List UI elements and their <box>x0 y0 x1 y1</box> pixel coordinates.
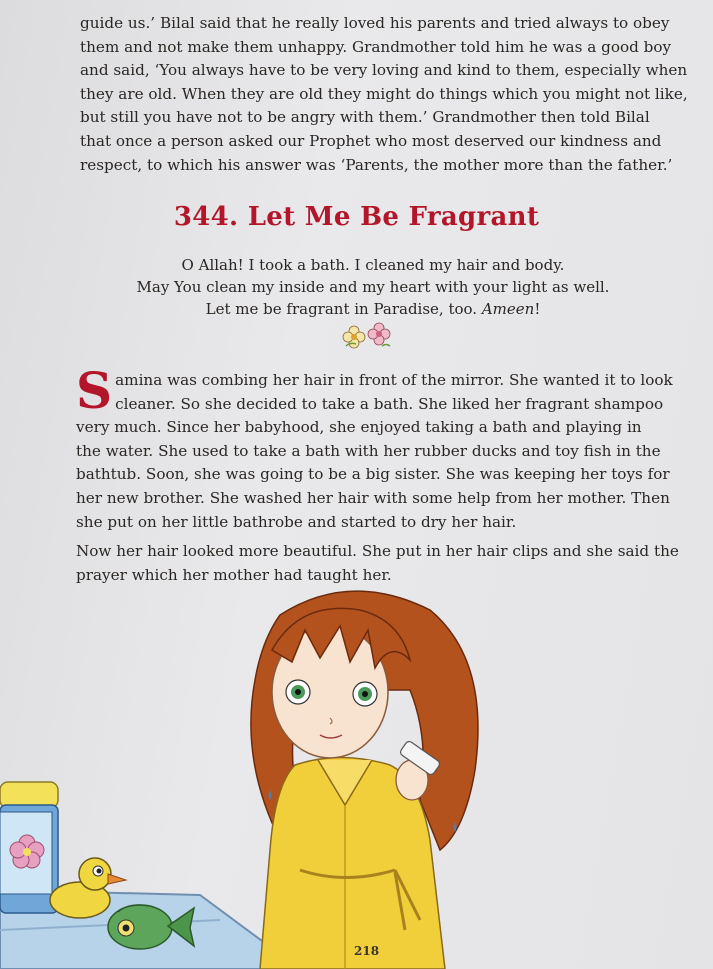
prayer-line: O Allah! I took a bath. I cleaned my hair and body. <box>181 256 565 274</box>
prayer-line <box>0 298 713 320</box>
text-line: bathtub. Soon, she was going to be a big sister. She was keeping her toys for <box>76 465 670 484</box>
flower-divider-icon <box>338 322 398 350</box>
text-line: them and not make them unhappy. Grandmother told him he was a good boy <box>80 37 672 56</box>
prayer-line: May You clean my inside and my heart with your light as well. <box>136 278 610 296</box>
page-number: 218 <box>354 944 380 958</box>
text-line: amina was combing her hair in front of the mirror. She wanted it to look <box>115 371 673 389</box>
text-line: the water. She used to take a bath with her rubber ducks and toy fish in the <box>76 441 661 460</box>
text-line: they are old. When they are old they might do things which you might not like, <box>80 84 688 103</box>
drop-cap: S <box>76 361 113 420</box>
story-paragraph-2 <box>76 540 679 587</box>
prayer-line-end: ! <box>534 300 541 318</box>
text-line: her new brother. She washed her hair with some help from her mother. Then <box>76 488 670 507</box>
text-line: she put on her little bathrobe and started to dry her hair. <box>76 512 517 531</box>
text-line: but still you have not to be angry with them.’ Grandmother then told Bilal <box>80 108 650 127</box>
text-line: prayer which her mother had taught her. <box>76 565 392 584</box>
text-line: respect, to which his answer was ‘Parents, the mother more than the father.’ <box>80 155 673 174</box>
shampoo-bottle-icon <box>0 782 58 913</box>
prayer-block <box>0 254 713 320</box>
story-paragraph <box>76 361 673 534</box>
prayer-line-text: Let me be fragrant in Paradise, too. <box>205 300 482 318</box>
intro-paragraph <box>80 12 688 177</box>
chapter-title: 344. Let Me Be Fragrant <box>173 202 540 232</box>
text-line: that once a person asked our Prophet who most deserved our kindness and <box>80 131 662 150</box>
text-line: and said, ‘You always have to be very loving and kind to them, especially when <box>80 61 688 80</box>
text-line: guide us.’ Bilal said that he really loved his parents and tried always to obey <box>80 14 670 32</box>
ameen-word: Ameen <box>481 300 535 318</box>
text-line: cleaner. So she decided to take a bath. She liked her fragrant shampoo <box>115 394 664 413</box>
text-line: very much. Since her babyhood, she enjoyed taking a bath and playing in <box>76 418 642 437</box>
text-line: Now her hair looked more beautiful. She put in her hair clips and she said the <box>76 542 679 560</box>
girl-illustration <box>0 590 713 969</box>
